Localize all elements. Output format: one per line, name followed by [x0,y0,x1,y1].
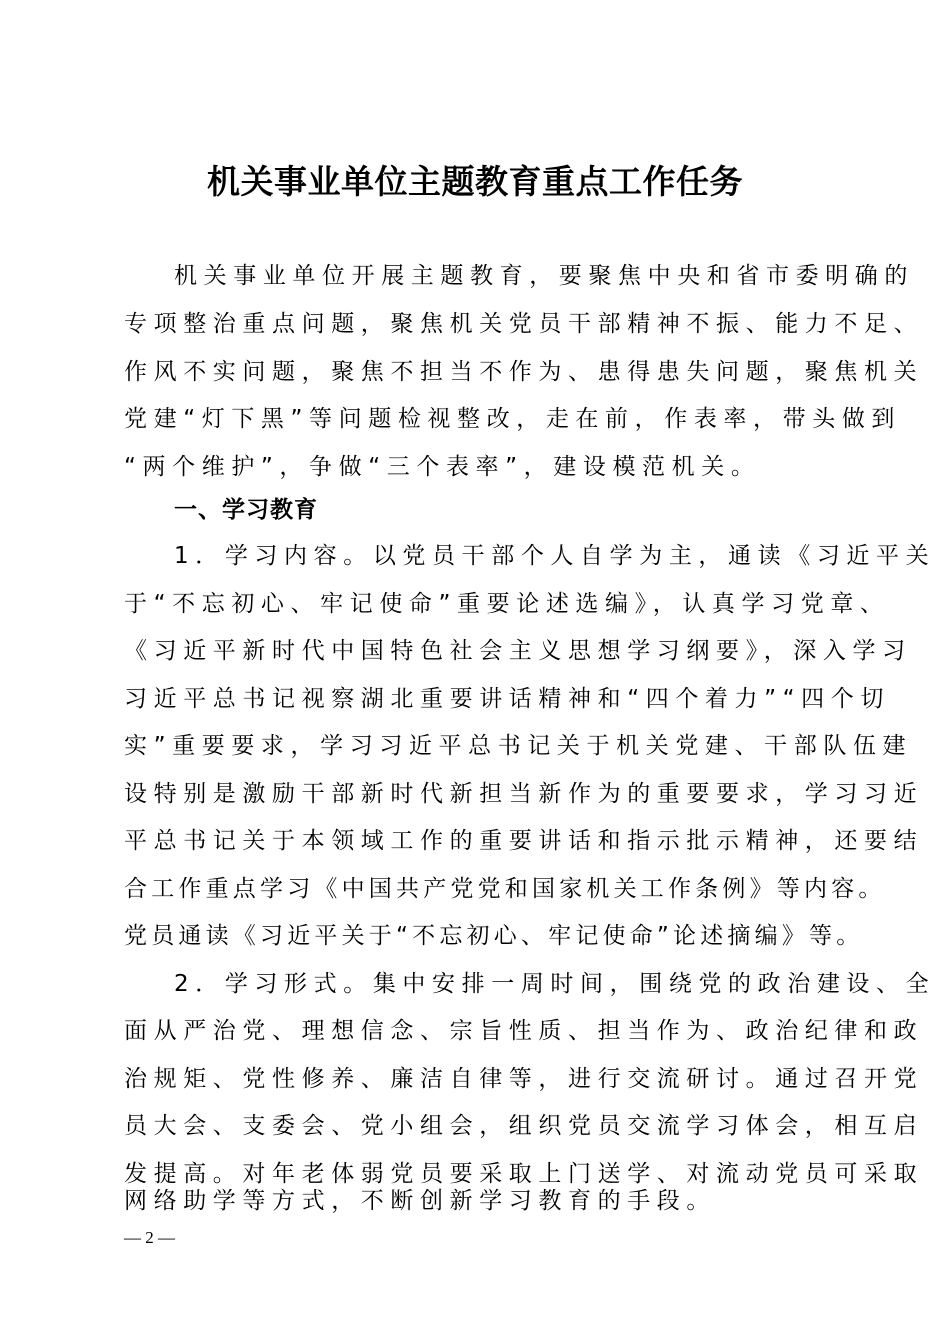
item1-line: 习近平总书记视察湖北重要讲话精神和“四个着力”“四个切 [124,686,890,712]
item2-line: 网络助学等方式，不断创新学习教育的手段。 [124,1188,716,1214]
intro-line: 党建“灯下黑”等问题检视整改，走在前，作表率，带头做到 [124,406,902,432]
item1-line: 实”重要要求，学习习近平总书记关于机关党建、干部队伍建 [124,733,913,759]
document-title: 机关事业单位主题教育重点工作任务 [207,162,743,201]
intro-line: 专项整治重点问题，聚焦机关党员干部精神不振、能力不足、 [124,311,924,337]
item2-line: 发提高。对年老体弱党员要采取上门送学、对流动党员可采取 [124,1161,924,1187]
item1-line: 平总书记关于本领域工作的重要讲话和指示批示精神，还要结 [124,828,924,854]
intro-line: 作风不实问题，聚焦不担当不作为、患得患失问题，聚焦机关 [124,359,924,385]
item2-line: 面从严治党、理想信念、宗旨性质、担当作为、政治纪律和政 [124,1018,924,1044]
intro-line: “两个维护”，争做“三个表率”，建设模范机关。 [124,454,761,480]
item1-line: 党员通读《习近平关于“不忘初心、牢记使命”论述摘编》等。 [124,923,864,949]
item1-line: 合工作重点学习《中国共产党党和国家机关工作条例》等内容。 [124,876,886,902]
intro-line: 机关事业单位开展主题教育，要聚焦中央和省市委明确的 [174,263,914,289]
page-number: — 2 — [124,1228,175,1247]
item2-line: 治规矩、党性修养、廉洁自律等，进行交流研讨。通过召开党 [124,1066,924,1092]
section-heading: 一、学习教育 [174,497,318,523]
item1-line: 于“不忘初心、牢记使命”重要论述选编》，认真学习党章、 [124,591,890,617]
item2-line: 2．学习形式。集中安排一周时间，围绕党的政治建设、全 [174,971,936,997]
item1-line: 1．学习内容。以党员干部个人自学为主，通读《习近平关 [174,543,936,569]
item1-line: 设特别是激励干部新时代新担当新作为的重要要求，学习习近 [124,781,924,807]
item2-line: 员大会、支委会、党小组会，组织党员交流学习体会，相互启 [124,1113,924,1139]
item1-line: 《习近平新时代中国特色社会主义思想学习纲要》，深入学习 [124,638,912,664]
